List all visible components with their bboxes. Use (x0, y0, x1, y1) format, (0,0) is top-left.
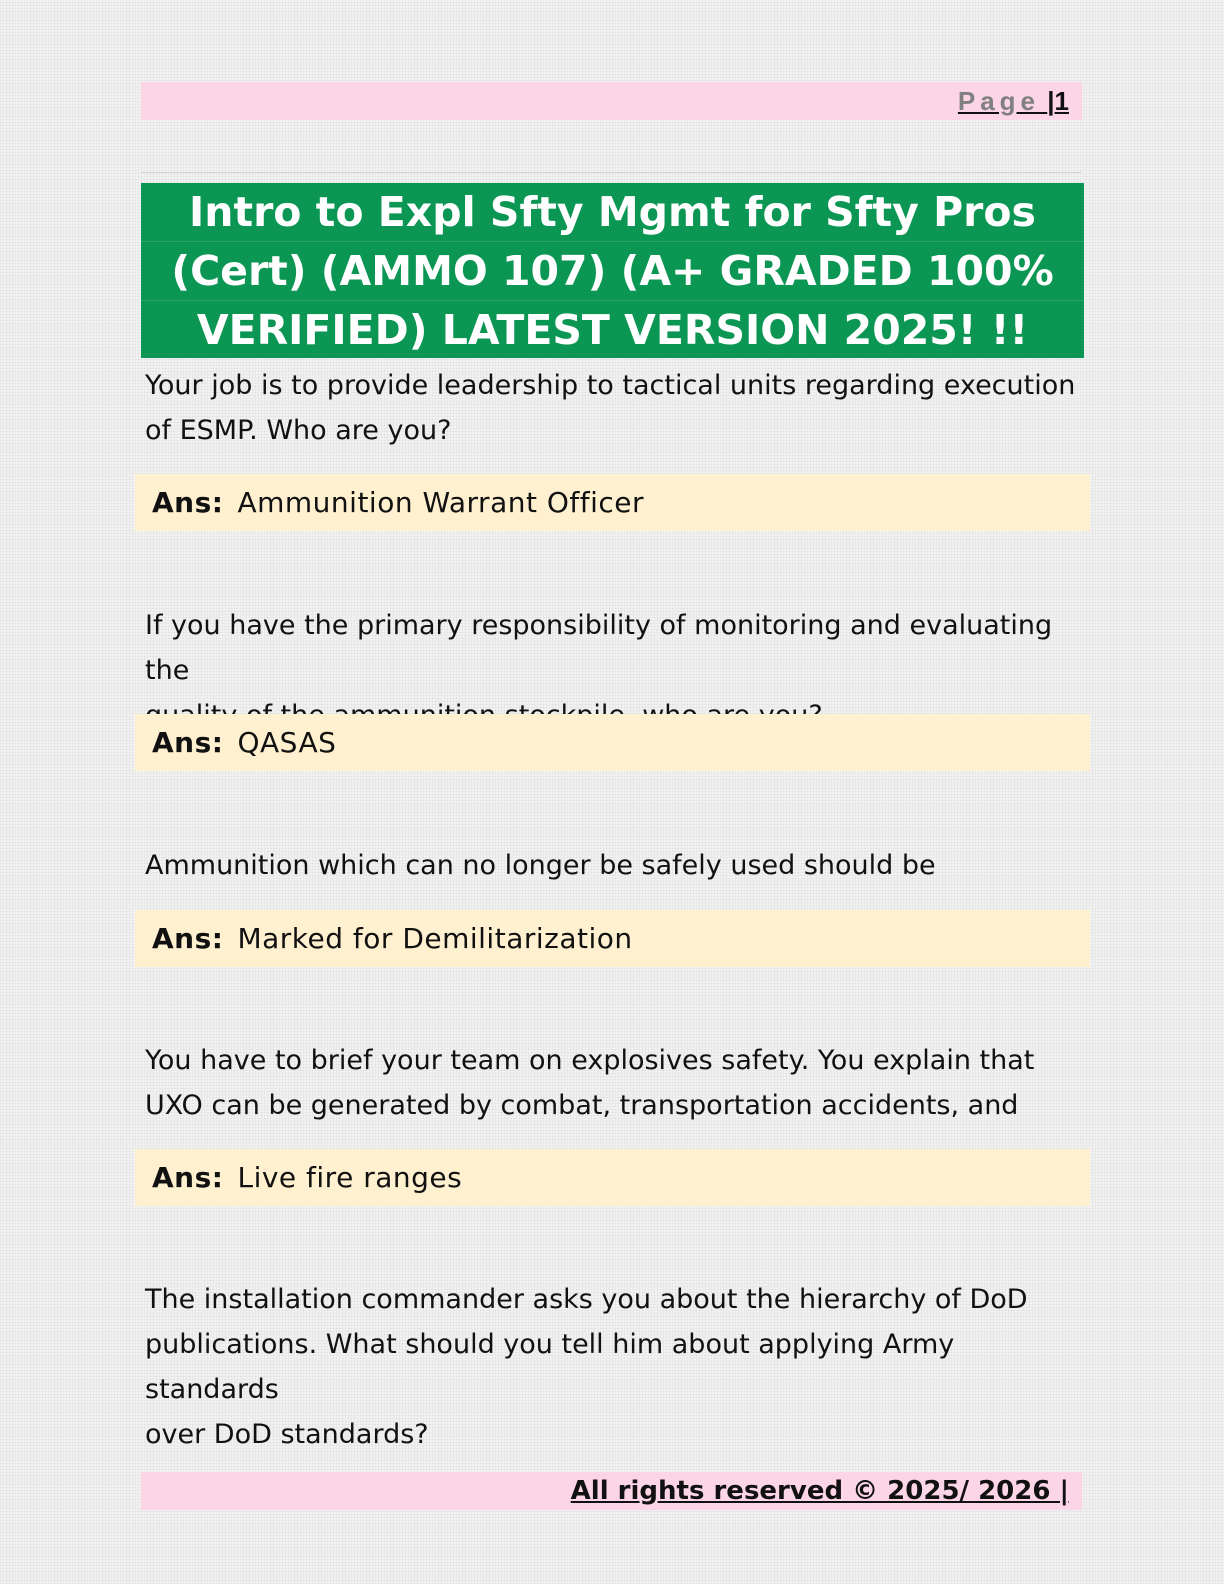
question-line: publications. What should you tell him about applying Army standards (145, 1329, 955, 1405)
answer-text: Marked for Demilitarization (237, 922, 633, 955)
question-4 (145, 1038, 1080, 1128)
title-line: VERIFIED) LATEST VERSION 2025! !! (196, 306, 1029, 354)
title-line: (Cert) (AMMO 107) (A+ GRADED 100% (141, 242, 1084, 301)
question-line: If you have the primary responsibility of monitoring and evaluating the (145, 610, 1053, 686)
question-line: The installation commander asks you about the hierarchy of DoD (145, 1284, 1028, 1315)
answer-text: Live fire ranges (237, 1161, 463, 1194)
question-line: over DoD standards? (145, 1419, 429, 1450)
answer-1 (135, 474, 1090, 531)
question-line: UXO can be generated by combat, transportation accidents, and (145, 1090, 1019, 1121)
answer-text: Ammunition Warrant Officer (237, 486, 645, 519)
question-3 (145, 843, 1080, 888)
question-1 (145, 363, 1080, 453)
page-label: Page (957, 86, 1041, 116)
copyright-text: All rights reserved © 2025/ 2026 | (570, 1476, 1069, 1506)
page-footer (141, 1472, 1082, 1510)
question-line: Your job is to provide leadership to tactical units regarding execution (145, 370, 1076, 401)
question-line: You have to brief your team on explosives safety. You explain that (145, 1045, 1035, 1076)
answer-label: Ans: (152, 726, 224, 759)
answer-4 (135, 1149, 1090, 1206)
answer-label: Ans: (152, 486, 224, 519)
page-number-value: 1 (1054, 86, 1069, 116)
question-line: of ESMP. Who are you? (145, 415, 452, 446)
page-header (141, 82, 1082, 120)
page-separator: | (1047, 86, 1055, 116)
answer-label: Ans: (152, 922, 224, 955)
answer-text: QASAS (237, 726, 337, 759)
answer-2 (135, 714, 1090, 771)
page-number (958, 86, 1069, 117)
question-line: Ammunition which can no longer be safely used should be (145, 850, 936, 881)
title-line: Intro to Expl Sfty Mgmt for Sfty Pros (141, 183, 1084, 242)
question-5 (145, 1277, 1080, 1457)
answer-label: Ans: (152, 1161, 224, 1194)
divider (141, 172, 1082, 173)
answer-3 (135, 910, 1090, 967)
document-title (141, 183, 1084, 358)
